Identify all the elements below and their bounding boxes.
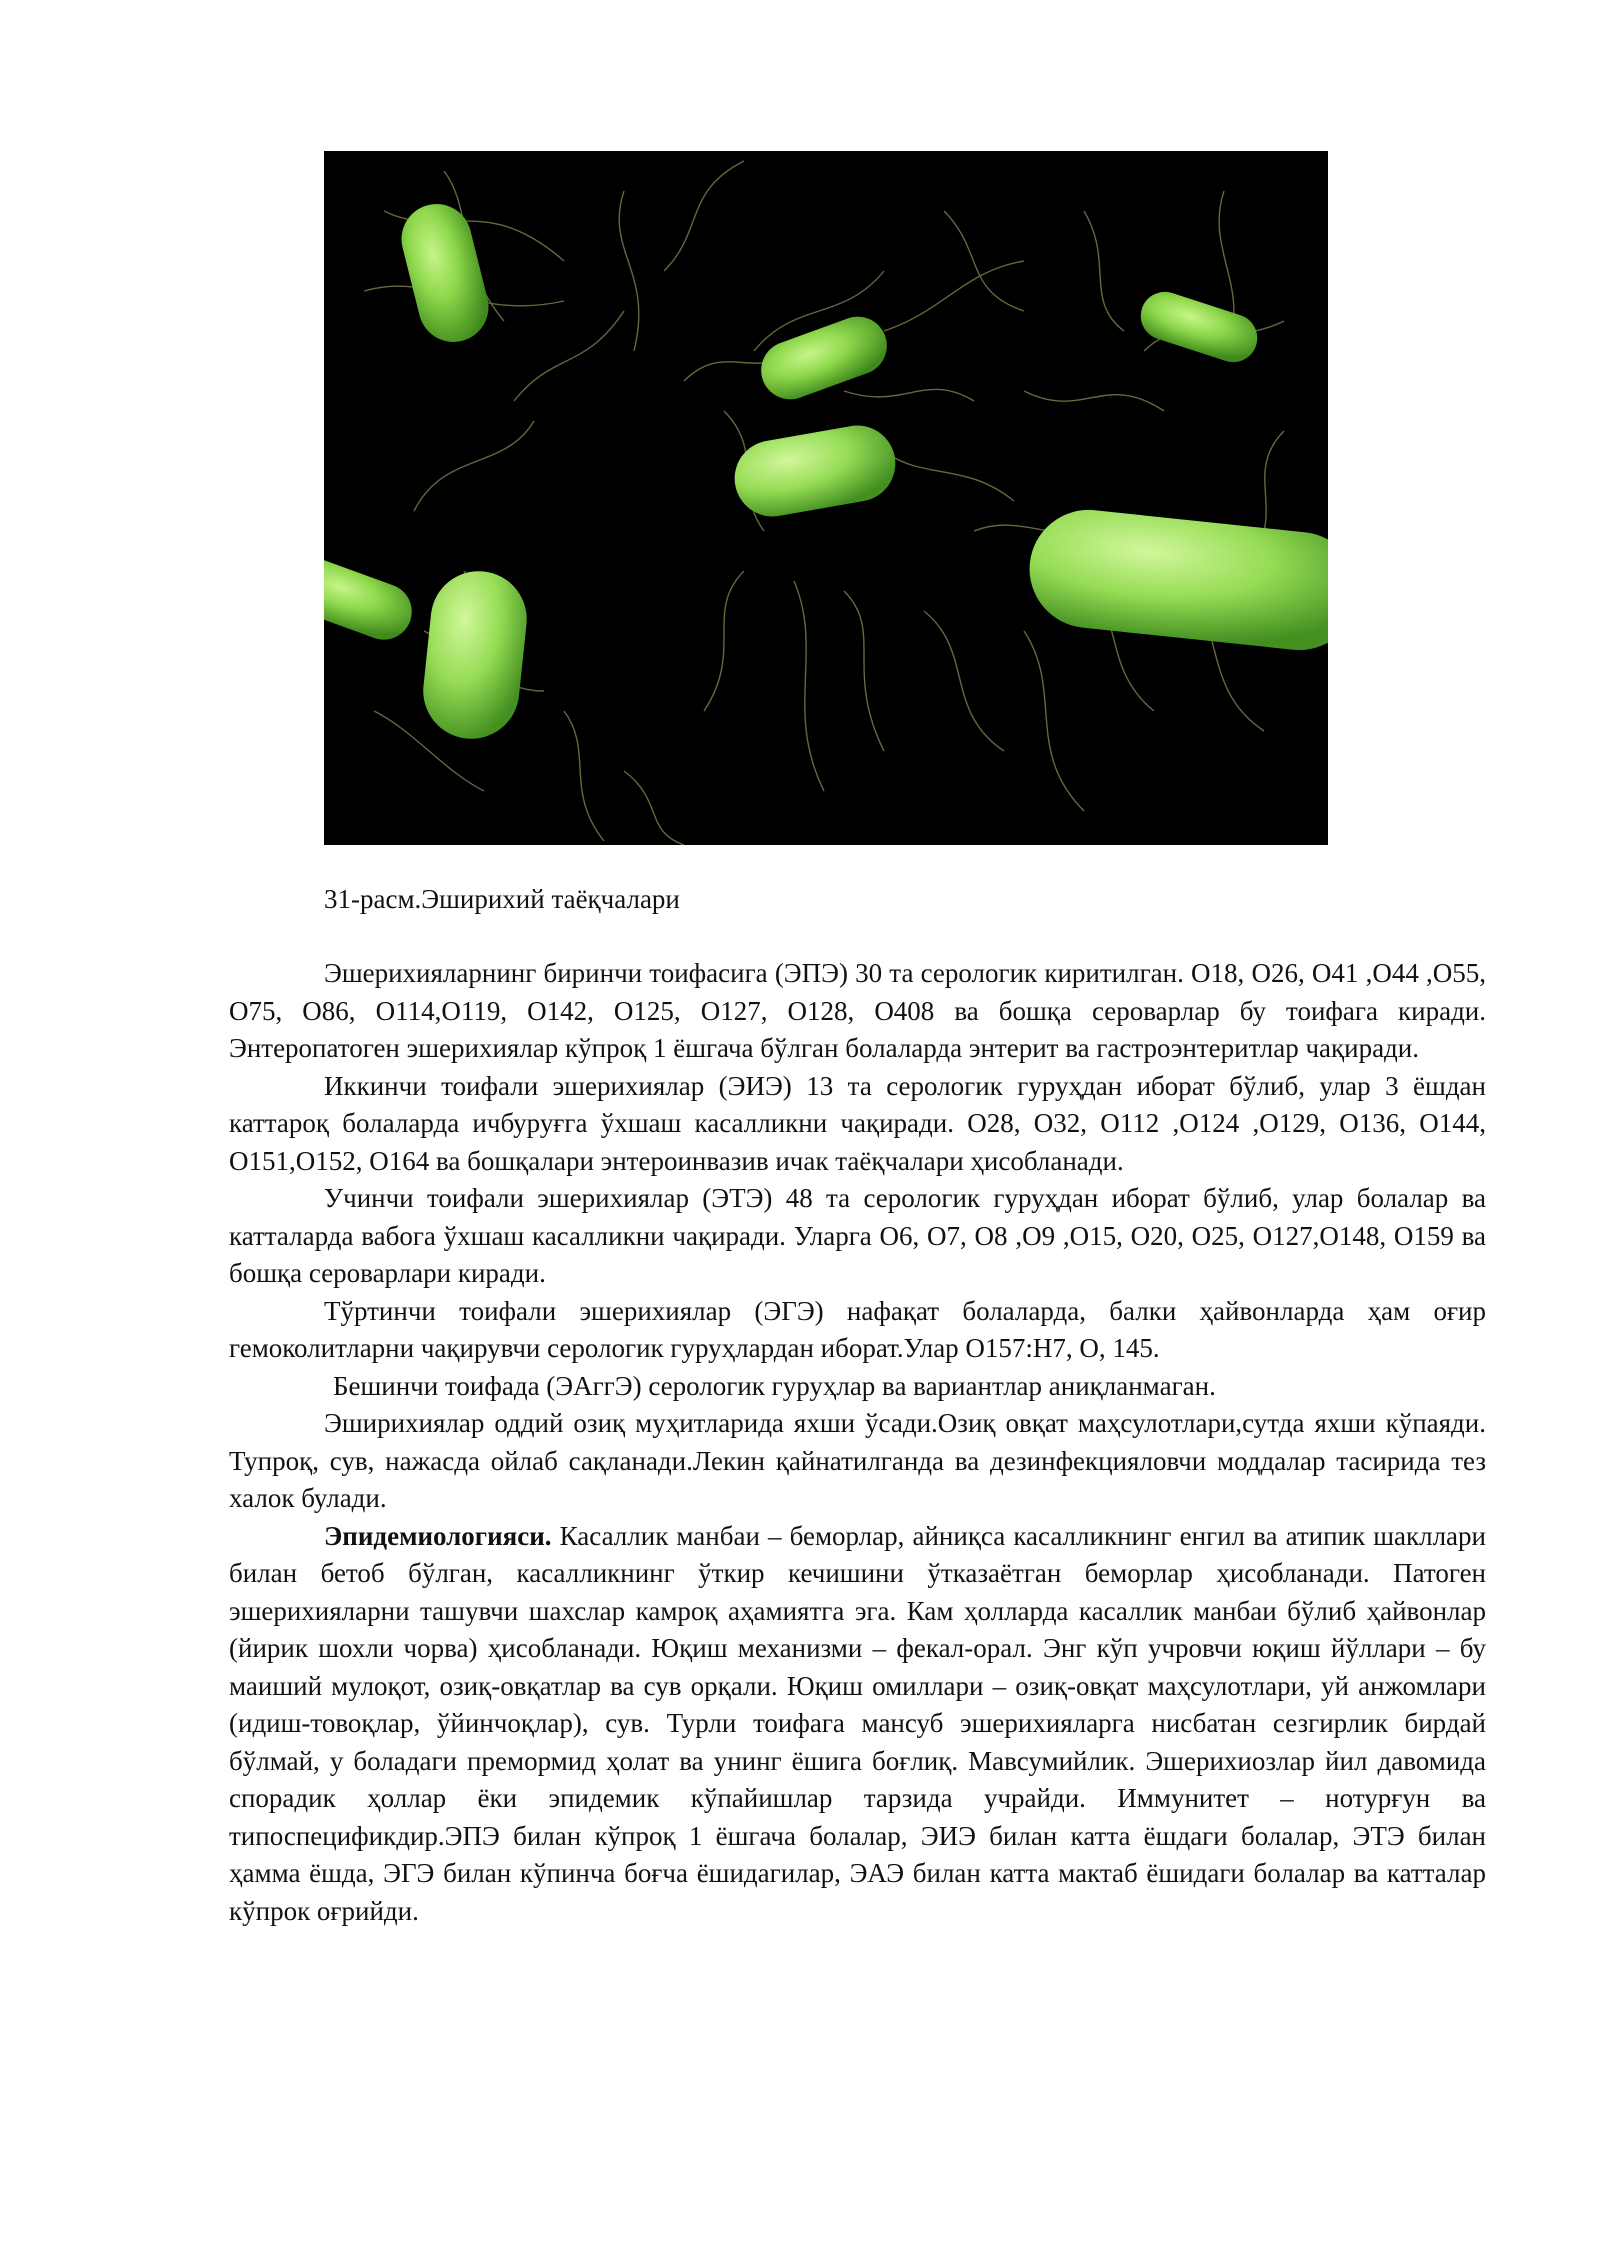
- bacteria-figure: [324, 151, 1328, 845]
- bacteria-micrograph-icon: [324, 151, 1328, 845]
- paragraph-third-category: Учинчи тоифали эшерихиялар (ЭТЭ) 48 та серологик гуруҳдан иборат бўлиб, улар болалар ва катталарда вабога ўхшаш касалликни чақиради. Уларга О6, О7, О8 ,О9 ,О15, О20, О25, О127,О148, О159 ва бошқа сероварлари киради.: [229, 1183, 1486, 1288]
- figure-caption: 31-расм.Эширихий таёқчалари: [324, 884, 680, 914]
- paragraph-epidemiology: [229, 1518, 1486, 1931]
- article-body: [229, 955, 1486, 1930]
- paragraph-second-category: Иккинчи тоифали эшерихиялар (ЭИЭ) 13 та серологик гуруҳдан иборат бўлиб, улар 3 ёшдан каттароқ болаларда ичбуруғга ўхшаш касалликни чақиради. О28, О32, О112 ,О124 ,О129, О136, О144, О151,О152, О164 ва бошқалари энтероинвазив ичак таёқчалари ҳисобланади.: [229, 1070, 1486, 1176]
- paragraph-fourth-category: Тўртинчи тоифали эшерихиялар (ЭГЭ) нафақат болаларда, балки ҳайвонларда ҳам оғир гемоколитларни чақирувчи серологик гуруҳлардан иборат.Улар О157:Н7, О, 145.: [229, 1295, 1486, 1363]
- paragraph-fifth-category: Бешинчи тоифада (ЭАггЭ) серологик гуруҳлар ва вариантлар аниқланмаган.: [333, 1370, 1216, 1401]
- epidemiology-text: Касаллик манбаи – беморлар, айниқса касалликнинг енгил ва атипик шакллари билан бетоб бўлган, касалликнинг ўткир кечишини ўтказаётган беморлар ҳисобланади. Патоген эшерихияларни ташувчи шахслар камроқ аҳамиятга эга. Кам ҳолларда касаллик манбаи бўлиб ҳайвонлар (йирик шохли чорва) ҳисобланади. Юқиш механизми – фекал-орал. Энг кўп учровчи юқиш йўллари – бу маиший мулоқот, озиқ-овқатлар ва сув орқали. Юқиш омиллари – озиқ-овқат маҳсулотлари, уй анжомлари (идиш-товоқлар, ўйинчоқлар), сув. Турли тоифага мансуб эшерихияларга нисбатан сезгирлик бирдай бўлмай, у боладаги премормид ҳолат ва унинг ёшига боғлиқ. Мавсумийлик. Эшерихиозлар йил давомида спорадик ҳоллар ёки эпидемик кўпайишлар тарзида учрайди. Иммунитет – нотурғун ва типоспецификдир.ЭПЭ билан кўпроқ 1 ёшгача болалар, ЭИЭ билан катта ёшдаги болалар, ЭТЭ билан ҳамма ёшда, ЭГЭ билан кўпинча боғча ёшидагилар, ЭАЭ билан катта мактаб ёшидаги болалар ва катталар кўпрок оғрийди.: [229, 1520, 1486, 1926]
- epidemiology-heading: Эпидемиологияси.: [324, 1520, 552, 1551]
- paragraph-first-category: Эшерихияларнинг биринчи тоифасига (ЭПЭ) 30 та серологик киритилган. О18, О26, О41 ,О44 ,О55, О75, О86, О114,О119, О142, О125, О127, О128, О408 ва бошқа сероварлар бу тоифага киради. Энтеропатоген эшерихиялар кўпроқ 1 ёшгача бўлган болаларда энтерит ва гастроэнтеритлар чақиради.: [229, 958, 1486, 1063]
- paragraph-growth: Эширихиялар оддий озиқ муҳитларида яхши ўсади.Озиқ овқат маҳсулотлари,сутда яхши кўпаяди. Тупроқ, сув, нажасда ойлаб сақланади.Лекин қайнатилганда ва дезинфекцияловчи моддалар тасирида тез халок булади.: [229, 1408, 1486, 1513]
